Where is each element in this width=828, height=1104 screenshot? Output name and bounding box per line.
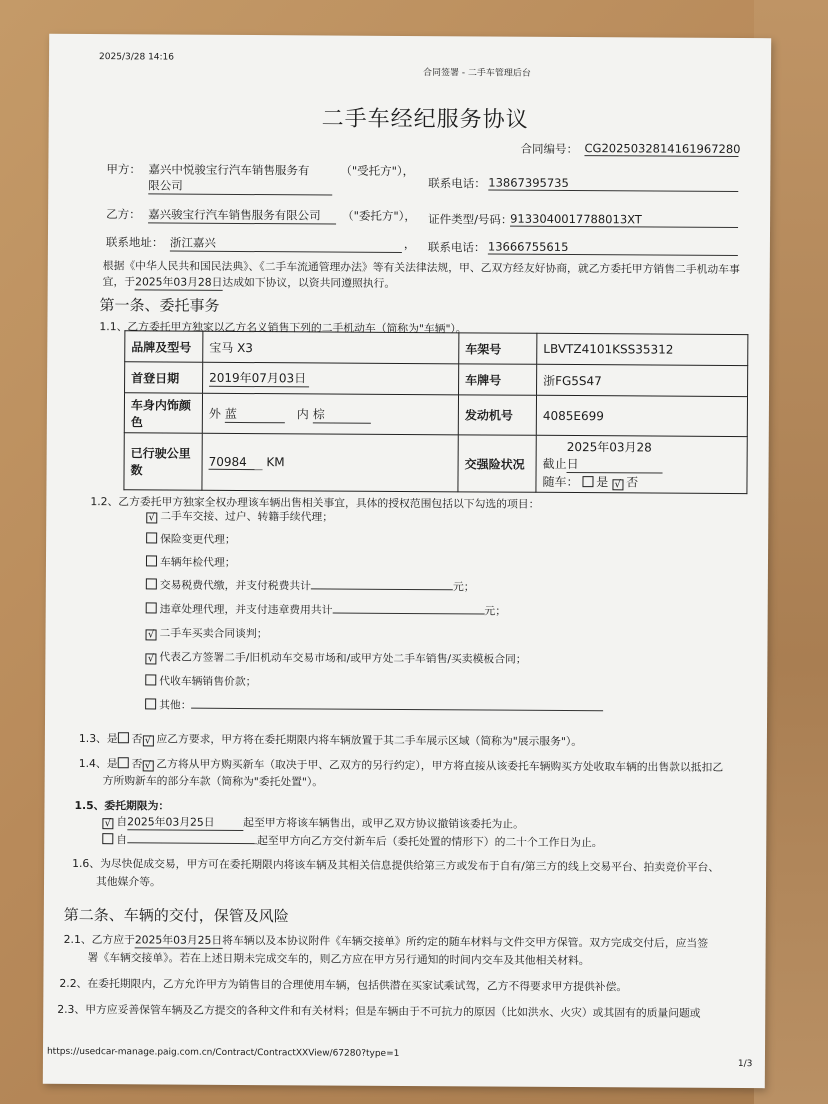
checkbox-annual-inspection[interactable] [146, 555, 157, 566]
party-b-label: 乙方： [106, 207, 141, 222]
checkbox-negotiation[interactable]: √ [146, 629, 157, 640]
party-b-id-label: 证件类型/号码： [428, 212, 513, 227]
table-row [124, 433, 747, 494]
c1-4-yes-checkbox[interactable] [117, 757, 128, 768]
party-a-name-line2: 限公司 [148, 177, 332, 195]
label-brand-model: 品牌及型号 [125, 331, 203, 362]
vehicle-info-table [123, 330, 748, 494]
clause-2-1: 2.1、乙方应于2025年03月25日将车辆以及本协议附件《车辆交接单》所约定的随车材料与文件交甲方保管。双方完成交付后，应当签 [63, 932, 709, 950]
term-b-checkbox[interactable] [102, 833, 113, 844]
table-row [125, 362, 748, 397]
value-plate: 浙FG5S47 [537, 364, 748, 396]
option-violation: 违章处理代理，并支付违章费用共计 元； [146, 601, 506, 618]
c1-3-no-checkbox[interactable]: √ [142, 735, 153, 746]
value-insurance: 截止2025年03月28日 随车： 是 √ 否 [536, 435, 747, 493]
party-a-phone-label: 联系电话： [428, 176, 486, 191]
footer-url: https://usedcar-manage.paig.com.cn/Contract/ContractXXView/67280?type=1 [46, 1046, 400, 1059]
clause-1-4-cont: 方所购新车的部分车款（简称为"委托处置"）。 [102, 774, 324, 789]
party-b-name: 嘉兴骏宝行汽车销售服务有限公司 [148, 206, 336, 224]
value-engine: 4085E699 [536, 395, 747, 436]
checkbox-other[interactable] [145, 698, 156, 709]
table-row [124, 393, 747, 437]
label-insurance: 交强险状况 [458, 435, 536, 492]
option-transfer: √ 二手车交接、过户、转籍手续代理； [146, 508, 333, 524]
option-tax: 交易税费代缴，并支付税费共计 元； [146, 577, 475, 594]
value-color: 外 蓝 内 棕 [202, 393, 458, 435]
print-site-title: 合同签署 - 二手车管理后台 [422, 68, 531, 79]
print-timestamp: 2025/3/28 14:16 [99, 52, 175, 63]
term-a-checkbox[interactable]: √ [102, 818, 113, 829]
checkbox-collect-payment[interactable] [145, 674, 156, 685]
party-a-label: 甲方： [106, 162, 141, 177]
value-mileage: 70984 KM [202, 433, 458, 492]
party-b-address-label: 联系地址： [105, 235, 164, 250]
clause-1-3: 1.3、是 否 √ 应乙方要求，甲方将在委托期限内将车辆放置于其二手车展示区域（简称为"展示服务"）。 [78, 731, 583, 749]
checkbox-transfer[interactable]: √ [146, 512, 157, 523]
option-collect-payment: 代收车辆销售价款； [145, 673, 256, 689]
clause-1-1: 1.1、乙方委托甲方独家以乙方名义销售下列的二手机动车（简称为"车辆"）。 [99, 320, 467, 336]
option-insurance-change: 保险变更代理； [146, 531, 236, 547]
clause-1-4: 1.4、是 否 √ 乙方将从甲方购买新车（取决于甲、乙双方的另行约定），甲方将直接从该委托车辆购买方处收取车辆的出售款以抵扣乙 [78, 756, 724, 774]
term-option-a: √ 自2025年03月25日 起至甲方将该车辆售出，或甲乙双方协议撤销该委托为止。 [102, 814, 524, 833]
label-vin: 车架号 [459, 333, 537, 364]
party-b-role: （"委托方"）， [342, 208, 416, 224]
clause-2-1-cont: 署《车辆交接单》。若在上述日期未完成交车的，则乙方应在甲方另行通知的时间内交车及其他相关材料。 [87, 951, 590, 968]
section-2-heading: 第二条、车辆的交付，保管及风险 [63, 905, 289, 926]
clause-1-6-cont: 其他媒介等。 [95, 875, 161, 889]
clause-2-2: 2.2、在委托期限内，乙方允许甲方为销售目的合理使用车辆，包括供潜在买家试乘试驾，乙方不得要求甲方提供补偿。 [59, 976, 628, 994]
table-row [125, 331, 748, 366]
checkbox-violation[interactable] [146, 602, 157, 613]
term-option-b: 自 起至甲方向乙方交付新车后（委托处置的情形下）的二十个工作日为止。 [102, 832, 602, 850]
insurance-no-checkbox[interactable]: √ [612, 479, 623, 490]
c1-4-no-checkbox[interactable]: √ [142, 760, 153, 771]
value-vin: LBVTZ4101KSS35312 [537, 333, 748, 365]
option-other: 其他： [145, 697, 603, 715]
page-number: 1/3 [737, 1059, 753, 1070]
label-first-registration: 首登日期 [125, 362, 203, 393]
option-negotiation: √ 二手车买卖合同谈判； [146, 625, 268, 641]
checkbox-insurance-change[interactable] [146, 532, 157, 543]
party-b-address: 浙江嘉兴 [170, 235, 402, 253]
value-first-registration: 2019年07月03日 [203, 362, 459, 395]
contract-number-value: CG20250328141619672​80 [584, 141, 741, 157]
c1-3-yes-checkbox[interactable] [118, 732, 129, 743]
checkbox-tax[interactable] [146, 578, 157, 589]
label-mileage: 已行驶公里数 [124, 433, 202, 490]
document-title: 二手车经纪服务协议 [321, 106, 529, 133]
checkbox-sign-contract[interactable]: √ [145, 653, 156, 664]
label-color: 车身内饰颜色 [124, 393, 202, 433]
party-b-phone: 13666755615 [488, 239, 738, 256]
clause-2-3: 2.3、甲方应妥善保管车辆及乙方提交的各种文件和有关材料；但是车辆由于不可抗力的原因（比如洪水、火灾）或其固有的质量问题或 [57, 1002, 701, 1020]
party-a-name-line1: 嘉兴中悦骏宝行汽车销售服务有 [148, 162, 310, 178]
contract-number-label: 合同编号： [520, 141, 579, 157]
address-comma: ， [403, 236, 416, 252]
preamble-line1: 根据《中华人民共和国民法典》、《二手车流通管理办法》等有关法律法规，甲、乙双方经友好协商，就乙方委托甲方销售二手机动车事 [102, 259, 740, 277]
clause-1-2: 1.2、乙方委托甲方独家全权办理该车辆出售相关事宜，具体的授权范围包括以下勾选的项目： [90, 495, 540, 511]
option-sign-contract: √ 代表乙方签署二手/旧机动车交易市场和/或甲方处二手车销售/买卖模板合同； [145, 649, 526, 666]
value-brand-model: 宝马 X3 [203, 331, 459, 364]
option-annual-inspection: 车辆年检代理； [146, 554, 236, 570]
section-1-heading: 第一条、委托事务 [99, 296, 220, 315]
label-plate: 车牌号 [459, 364, 537, 395]
party-a-role: （"受托方"）， [340, 163, 415, 179]
party-a-phone: 13867395735 [488, 175, 738, 192]
party-b-phone-label: 联系电话： [427, 240, 486, 255]
insurance-yes-checkbox[interactable] [582, 476, 593, 487]
preamble-line2: 宜，于2025年03月28日达成如下协议，以资共同遵照执行。 [102, 275, 396, 290]
contract-page [43, 34, 771, 1088]
label-engine: 发动机号 [458, 395, 536, 435]
clause-1-6: 1.6、为尽快促成交易，甲方可在委托期限内将该车辆及其相关信息提供给第三方或发布于自有/第三方的线上交易平台、拍卖竞价平台、 [72, 856, 720, 874]
clause-1-5-heading: 1.5、委托期限为： [74, 798, 170, 813]
party-b-id: 9133040017788013XT [510, 212, 738, 228]
